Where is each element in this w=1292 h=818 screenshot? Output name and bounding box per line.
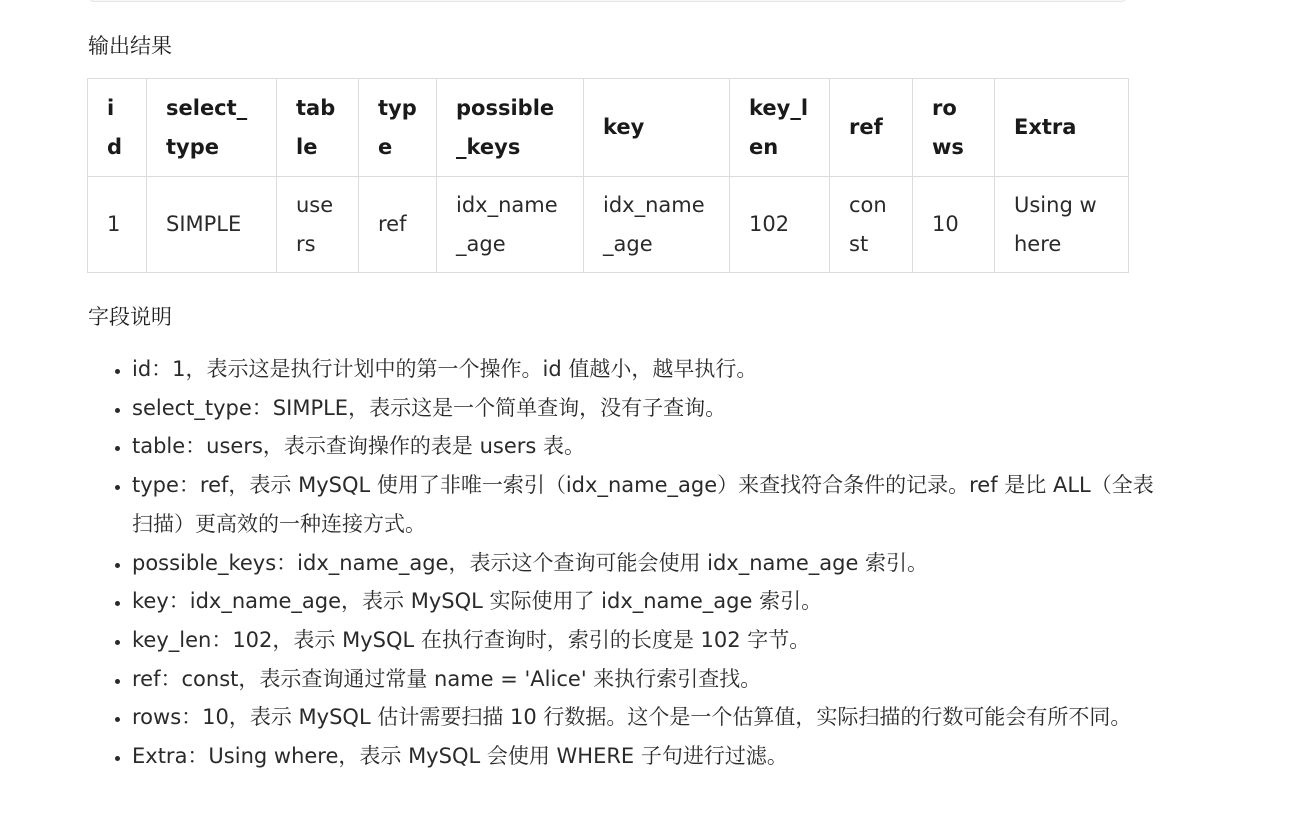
list-item-select-type: • select_type：SIMPLE，表示这是一个简单查询，没有子查询。 — [132, 389, 1172, 428]
list-item-possible-keys: • possible_keys：idx_name_age，表示这个查询可能会使用 idx_name_age 索引。 — [132, 544, 1172, 583]
cell-key-len: 102 — [730, 177, 830, 273]
list-item-table: • table：users，表示查询操作的表是 users 表。 — [132, 427, 1172, 466]
field-description-list — [104, 350, 1172, 776]
column-header-type: type — [359, 79, 437, 177]
cell-key: idx_name_age — [584, 177, 730, 273]
list-item-type: • type：ref，表示 MySQL 使用了非唯一索引（idx_name_age）来查找符合条件的记录。ref 是比 ALL（全表扫描）更高效的一种连接方式。 — [132, 466, 1172, 543]
cell-ref: const — [830, 177, 913, 273]
list-item-key: • key：idx_name_age，表示 MySQL 实际使用了 idx_name_age 索引。 — [132, 582, 1172, 621]
cell-id: 1 — [88, 177, 147, 273]
column-header-possible-keys: possible_keys — [437, 79, 584, 177]
column-header-select-type: select_type — [147, 79, 277, 177]
cell-extra: Using where — [995, 177, 1129, 273]
previous-code-block-edge — [88, 0, 1127, 2]
column-header-extra: Extra — [995, 79, 1129, 177]
cell-possible-keys: idx_name_age — [437, 177, 584, 273]
table-row — [88, 177, 1129, 273]
explain-result-table — [87, 78, 1129, 273]
table-header-row — [88, 79, 1129, 177]
cell-select-type: SIMPLE — [147, 177, 277, 273]
list-item-id: • id：1，表示这是执行计划中的第一个操作。id 值越小，越早执行。 — [132, 350, 1172, 389]
list-item-ref: • ref：const，表示查询通过常量 name = 'Alice' 来执行索引查找。 — [132, 660, 1172, 699]
list-item-extra: • Extra：Using where，表示 MySQL 会使用 WHERE 子句进行过滤。 — [132, 737, 1172, 776]
output-heading: 输出结果 — [88, 34, 172, 58]
column-header-key: key — [584, 79, 730, 177]
list-item-rows: • rows：10，表示 MySQL 估计需要扫描 10 行数据。这个是一个估算值，实际扫描的行数可能会有所不同。 — [132, 698, 1172, 737]
cell-type: ref — [359, 177, 437, 273]
cell-table: users — [277, 177, 359, 273]
column-header-ref: ref — [830, 79, 913, 177]
column-header-rows: rows — [913, 79, 995, 177]
list-item-key-len: • key_len：102，表示 MySQL 在执行查询时，索引的长度是 102 字节。 — [132, 621, 1172, 660]
cell-rows: 10 — [913, 177, 995, 273]
column-header-table: table — [277, 79, 359, 177]
column-header-id: id — [88, 79, 147, 177]
column-header-key-len: key_len — [730, 79, 830, 177]
fields-heading: 字段说明 — [88, 305, 172, 329]
